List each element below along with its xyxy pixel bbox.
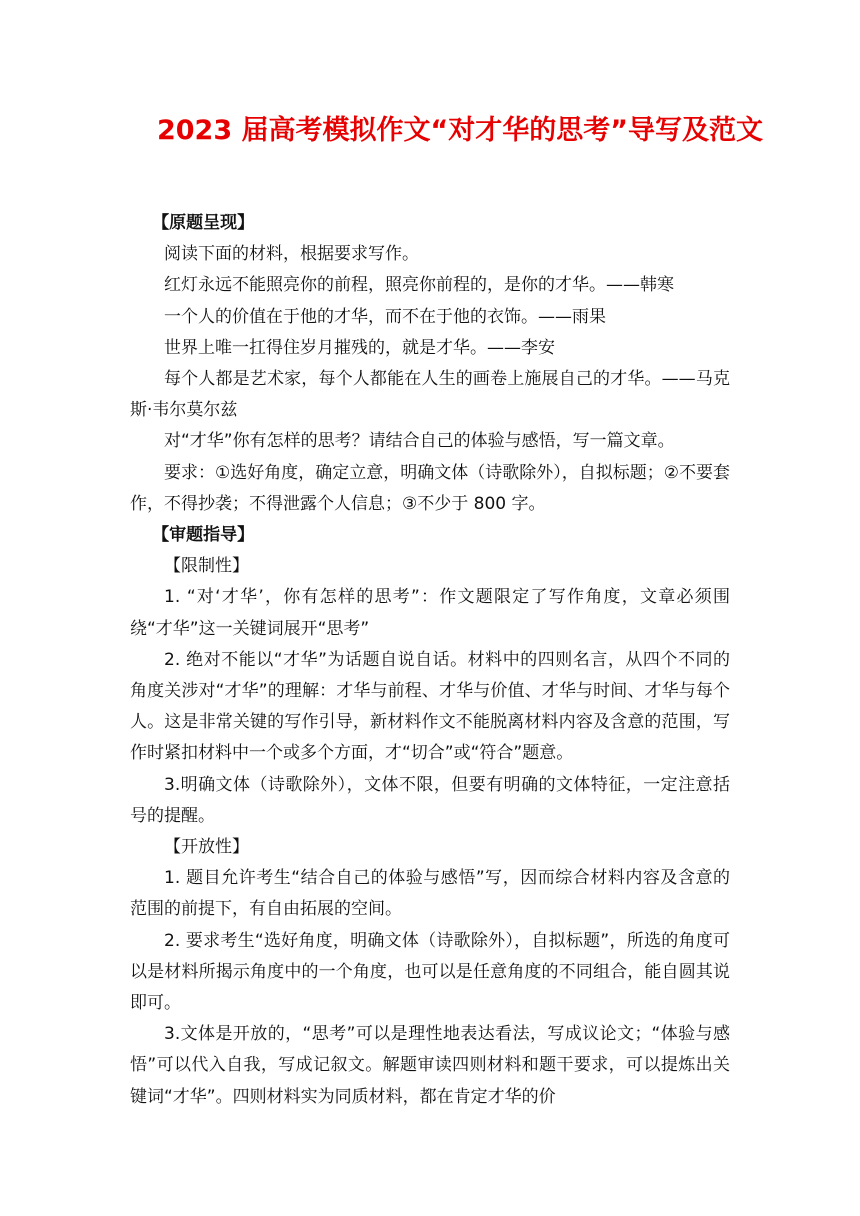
section-heading-guidance: 【审题指导】 [152,525,255,546]
paragraph-open-1: 1. 题目允许考生“结合自己的体验与感悟”写，因而综合材料内容及含意的范围的前提下，有自由拓展的空间。 [130,868,730,920]
paragraph-open-2: 2. 要求考生“选好角度，明确文体（诗歌除外），自拟标题”，所选的角度可以是材料所揭示角度中的一个角度，也可以是任意角度的不同组合，能自圆其说即可。 [130,930,730,1014]
paragraph-question: 对“才华”你有怎样的思考？请结合自己的体验与感悟，写一篇文章。 [164,431,675,452]
paragraph-restrictive-3: 3.明确文体（诗歌除外），文体不限，但要有明确的文体特征，一定注意括号的提醒。 [130,774,730,826]
paragraph-restrictive-2: 2. 绝对不能以“才华”为话题自说自话。材料中的四则名言，从四个不同的角度关涉对“才华”的理解：才华与前程、才华与价值、才华与时间、才华与每个人。这是非常关键的写作引导，新材料作文不能脱离材料内容及含意的范围，写作时紧扣材料中一个或多个方面，才“切合”或“符合”题意。 [130,649,730,764]
subheading-restrictive: 【限制性】 [164,556,249,577]
subheading-open: 【开放性】 [164,837,249,858]
document-body [130,208,730,1113]
paragraph-restrictive-1: 1. “对‘才华’，你有怎样的思考”：作文题限定了写作角度，文章必须围绕“才华”这一关键词展开“思考” [130,587,730,639]
quote-hugo: 一个人的价值在于他的才华，而不在于他的衣饰。——雨果 [164,306,606,327]
quote-wellmoers: 每个人都是艺术家，每个人都能在人生的画卷上施展自己的才华。——马克斯·韦尔莫尔兹 [130,369,730,421]
quote-ang-lee: 世界上唯一扛得住岁月摧残的，就是才华。——李安 [164,337,555,358]
quote-han-han: 红灯永远不能照亮你的前程，照亮你前程的，是你的才华。——韩寒 [164,275,674,296]
document-title: 2023 届高考模拟作文“对才华的思考”导写及范文 [156,115,764,146]
paragraph-requirements: 要求：①选好角度，确定立意，明确文体（诗歌除外），自拟标题；②不要套作，不得抄袭；不得泄露个人信息；③不少于 800 字。 [130,462,730,514]
paragraph-open-3: 3.文体是开放的，“思考”可以是理性地表达看法，写成议论文；“体验与感悟”可以代入自我，写成记叙文。解题审读四则材料和题干要求，可以提炼出关键词“才华”。四则材料实为同质材料，都在肯定才华的价 [130,1024,730,1107]
section-heading-original-question: 【原题呈现】 [152,213,255,233]
paragraph-instruction: 阅读下面的材料，根据要求写作。 [164,244,419,265]
